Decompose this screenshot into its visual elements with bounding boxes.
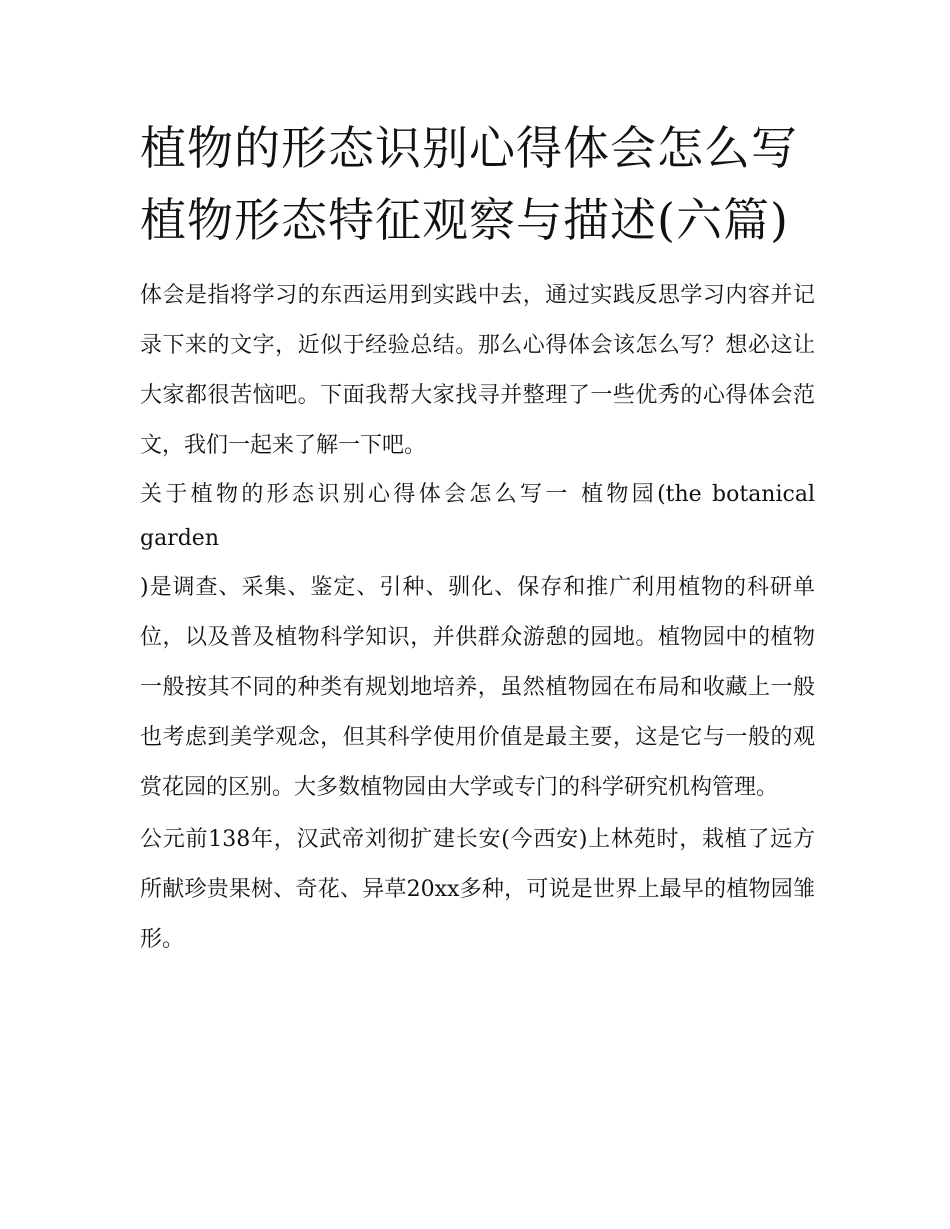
section-heading: 关于植物的形态识别心得体会怎么写一 植物园(the botanical garden <box>140 482 815 551</box>
body-paragraph: 公元前138年，汉武帝刘彻扩建长安(今西安)上林苑时，栽植了远方所献珍贵果树、奇花、异草20xx多种，可说是世界上最早的植物园雏形。 <box>140 827 815 952</box>
intro-paragraph: 体会是指将学习的东西运用到实践中去，通过实践反思学习内容并记录下来的文字，近似于经验总结。那么心得体会该怎么写？想必这让大家都很苦恼吧。下面我帮大家找寻并整理了一些优秀的心得体会范文，我们一起来了解一下吧。 <box>140 283 815 458</box>
document-title: 植物的形态识别心得体会怎么写 植物形态特征观察与描述(六篇) <box>140 121 798 247</box>
document-page <box>140 112 815 967</box>
body-paragraph: )是调查、采集、鉴定、引种、驯化、保存和推广利用植物的科研单位，以及普及植物科学知识，并供群众游憩的园地。植物园中的植物一般按其不同的种类有规划地培养，虽然植物园在布局和收藏上一般也考虑到美学观念，但其科学使用价值是最主要，这是它与一般的观赏花园的区别。大多数植物园由大学或专门的科学研究机构管理。 <box>140 575 815 800</box>
